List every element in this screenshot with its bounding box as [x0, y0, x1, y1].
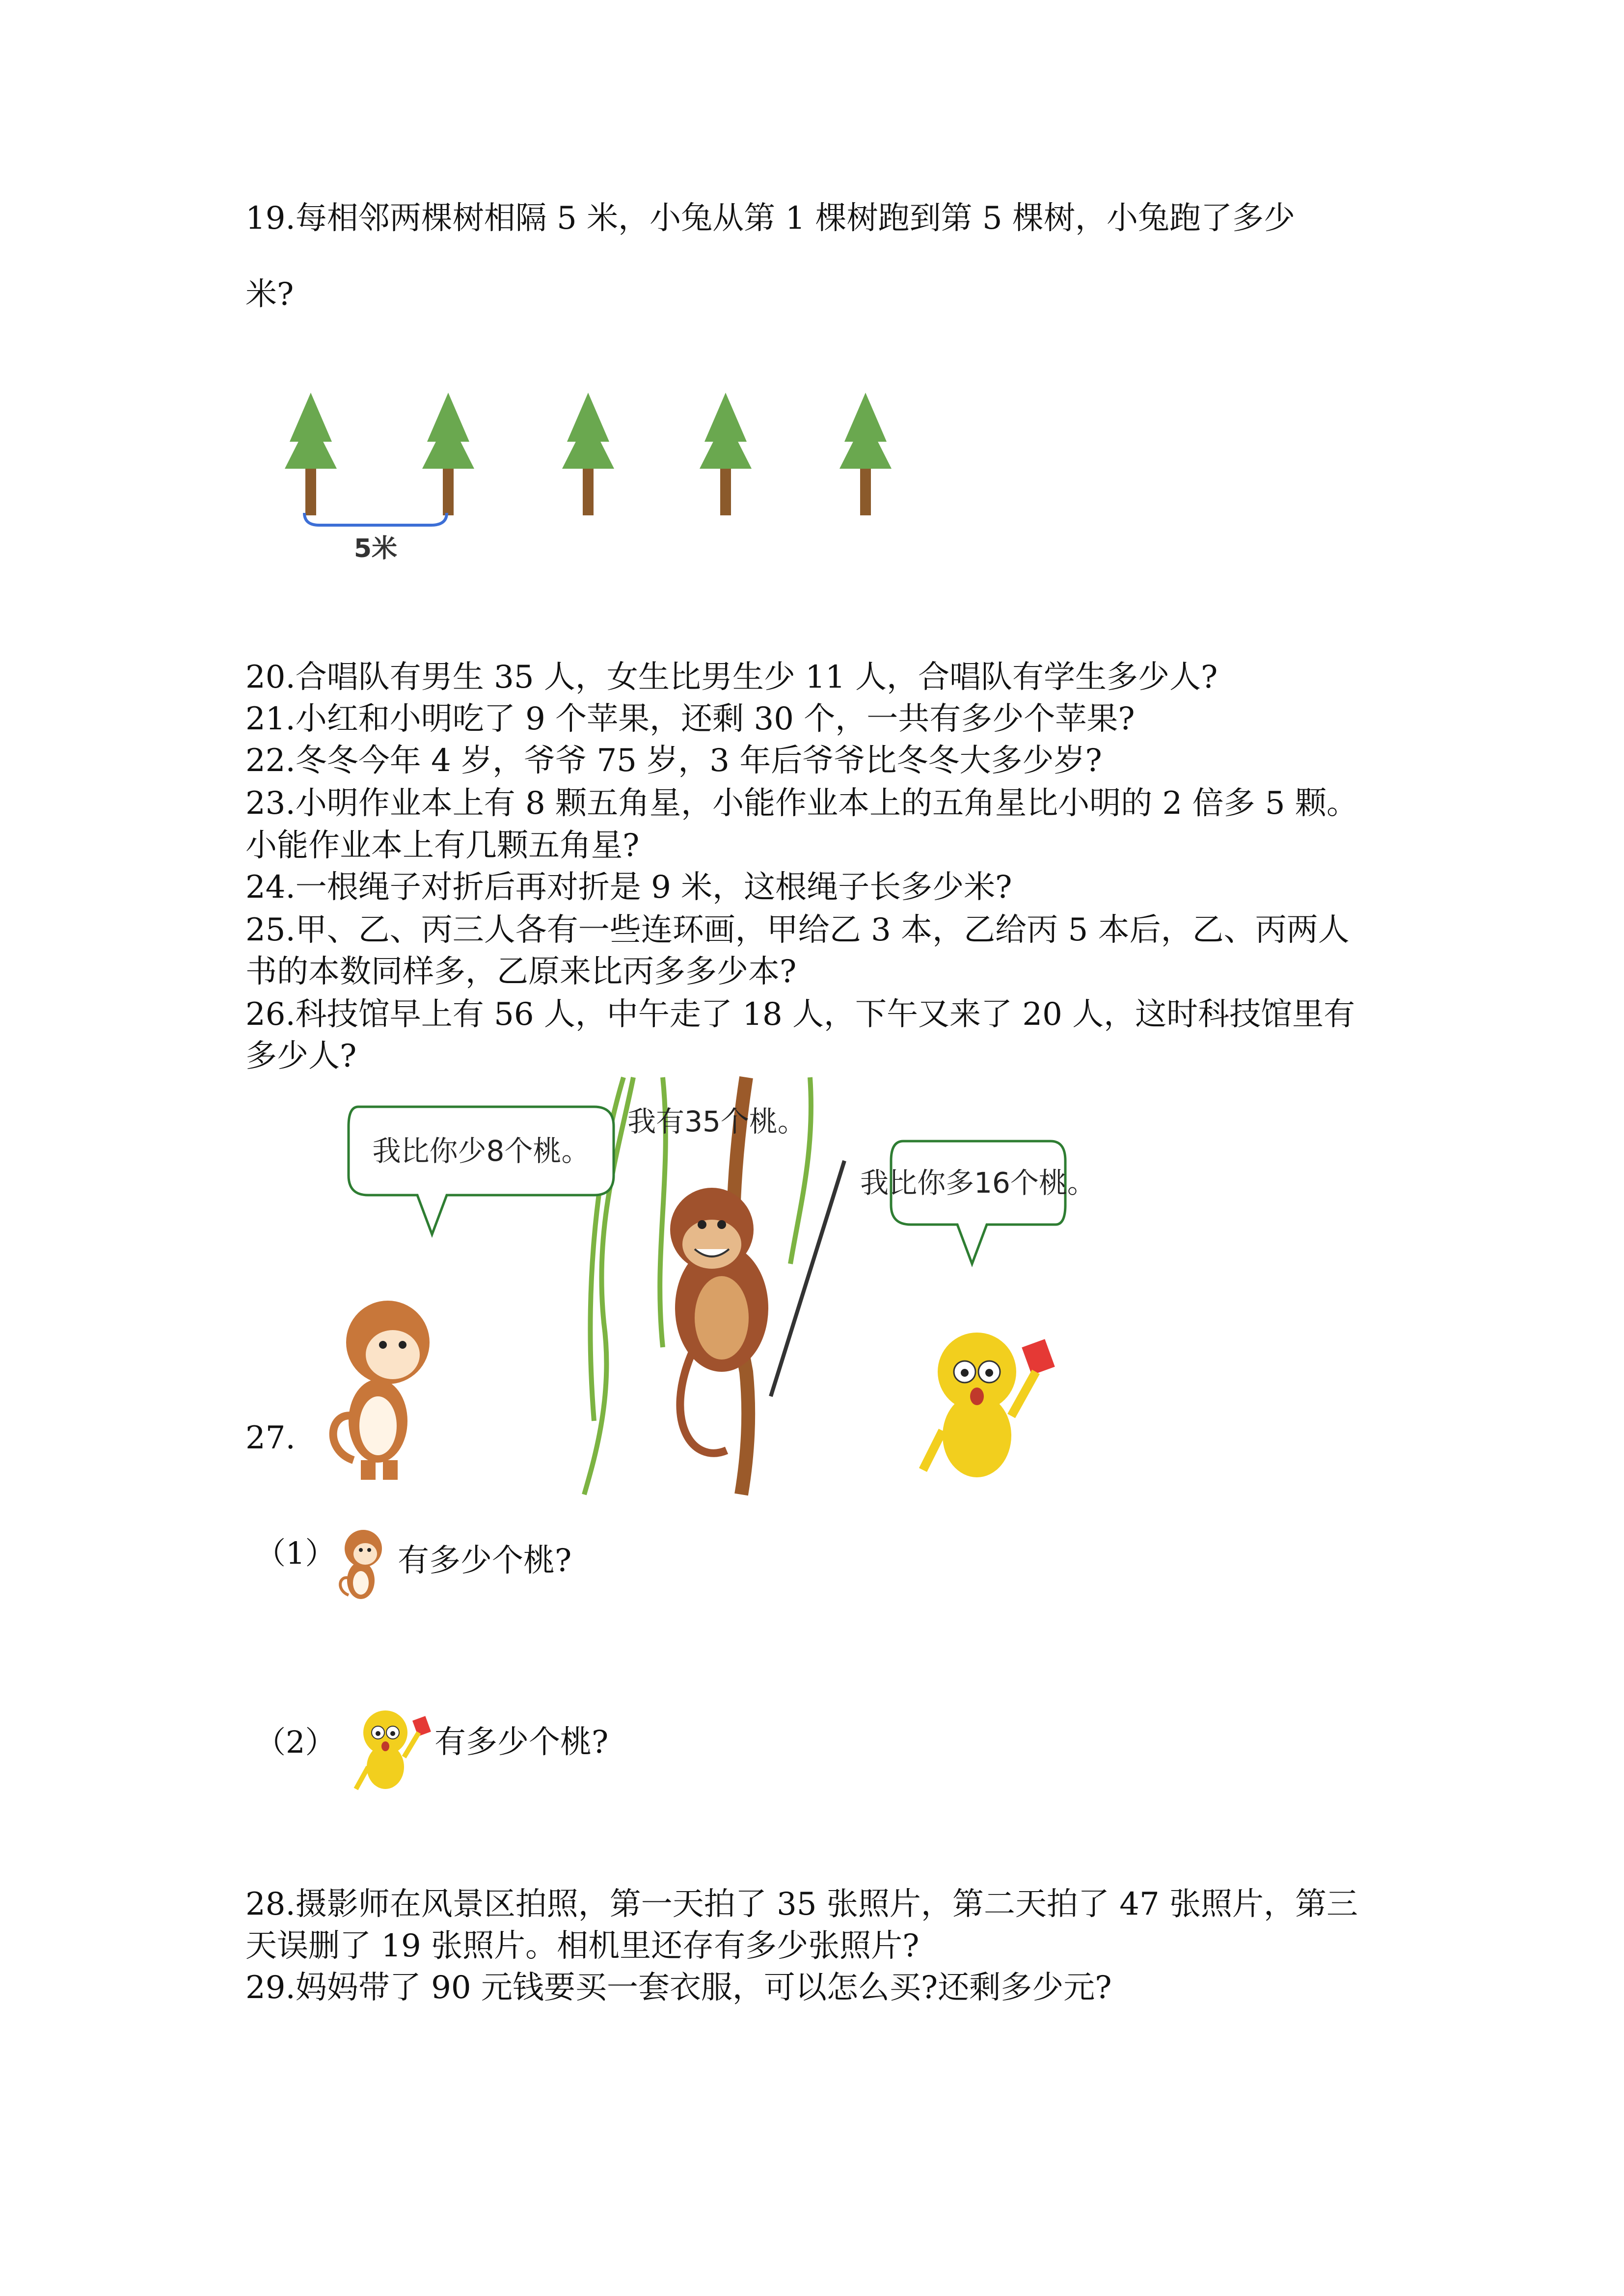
question-21: 21.小红和小明吃了 9 个苹果，还剩 30 个，一共有多少个苹果? [245, 701, 1135, 737]
trees-illustration [275, 383, 923, 579]
q27-sub2-text: 有多少个桃? [434, 1724, 609, 1761]
question-23-line-1: 23.小明作业本上有 8 颗五角星，小能作业本上的五角星比小明的 2 倍多 5 颗。 [245, 785, 1358, 822]
speech-bubble-left [349, 1107, 614, 1234]
question-24: 24.一根绳子对折后再对折是 9 米，这根绳子长多少米? [245, 869, 1012, 906]
question-28-line-1: 28.摄影师在风景区拍照，第一天拍了 35 张照片，第二天拍了 47 张照片，第三 [245, 1886, 1358, 1922]
bubble-middle-text: 我有35个桃。 [627, 1105, 806, 1138]
question-27-number: 27. [245, 1420, 296, 1456]
tree-5 [839, 393, 892, 515]
question-23-line-2: 小能作业本上有几颗五角星? [245, 828, 640, 864]
question-25-line-2: 书的本数同样多，乙原来比丙多多少本? [245, 954, 797, 990]
yellow-monkey-right [923, 1333, 1055, 1477]
question-26-line-2: 多少人? [245, 1038, 357, 1074]
question-19-line-2: 米? [245, 276, 294, 313]
speech-bubble-right [860, 1141, 1154, 1264]
q27-sub1-text: 有多少个桃? [398, 1543, 572, 1579]
question-19-line-1: 19.每相邻两棵树相隔 5 米，小兔从第 1 棵树跑到第 5 棵树，小兔跑了多少 [245, 200, 1295, 237]
question-22: 22.冬冬今年 4 岁，爷爷 75 岁，3 年后爷爷比冬冬大多少岁? [245, 743, 1102, 779]
q27-sub1-label: （1） [255, 1535, 336, 1571]
q27-sub2-label: （2） [255, 1724, 336, 1760]
tree-3 [562, 393, 614, 515]
question-28-line-2: 天误删了 19 张照片。相机里还存有多少张照片? [245, 1928, 920, 1964]
tree-2 [422, 393, 474, 515]
question-26-line-1: 26.科技馆早上有 56 人，中午走了 18 人，下午又来了 20 人，这时科技馆里有 [245, 996, 1355, 1033]
bubble-left-text: 我比你少8个桃。 [372, 1134, 590, 1168]
tree-4 [700, 393, 752, 515]
brown-monkey-small-icon [334, 1522, 388, 1610]
yellow-monkey-small-icon [341, 1698, 439, 1796]
question-25-line-1: 25.甲、乙、丙三人各有一些连环画，甲给乙 3 本，乙给丙 5 本后，乙、丙两人 [245, 912, 1350, 948]
brown-monkey-left [333, 1301, 430, 1480]
stick [771, 1161, 844, 1396]
distance-label: 5米 [353, 534, 398, 563]
tree-1 [285, 393, 337, 515]
question-29: 29.妈妈带了 90 元钱要买一套衣服，可以怎么买?还剩多少元? [245, 1970, 1112, 2006]
question-20: 20.合唱队有男生 35 人，女生比男生少 11 人，合唱队有学生多少人? [245, 659, 1218, 695]
distance-bracket [304, 513, 447, 525]
monkeys-illustration [319, 1077, 1096, 1495]
bubble-right-text: 我比你多16个桃。 [860, 1166, 1096, 1200]
